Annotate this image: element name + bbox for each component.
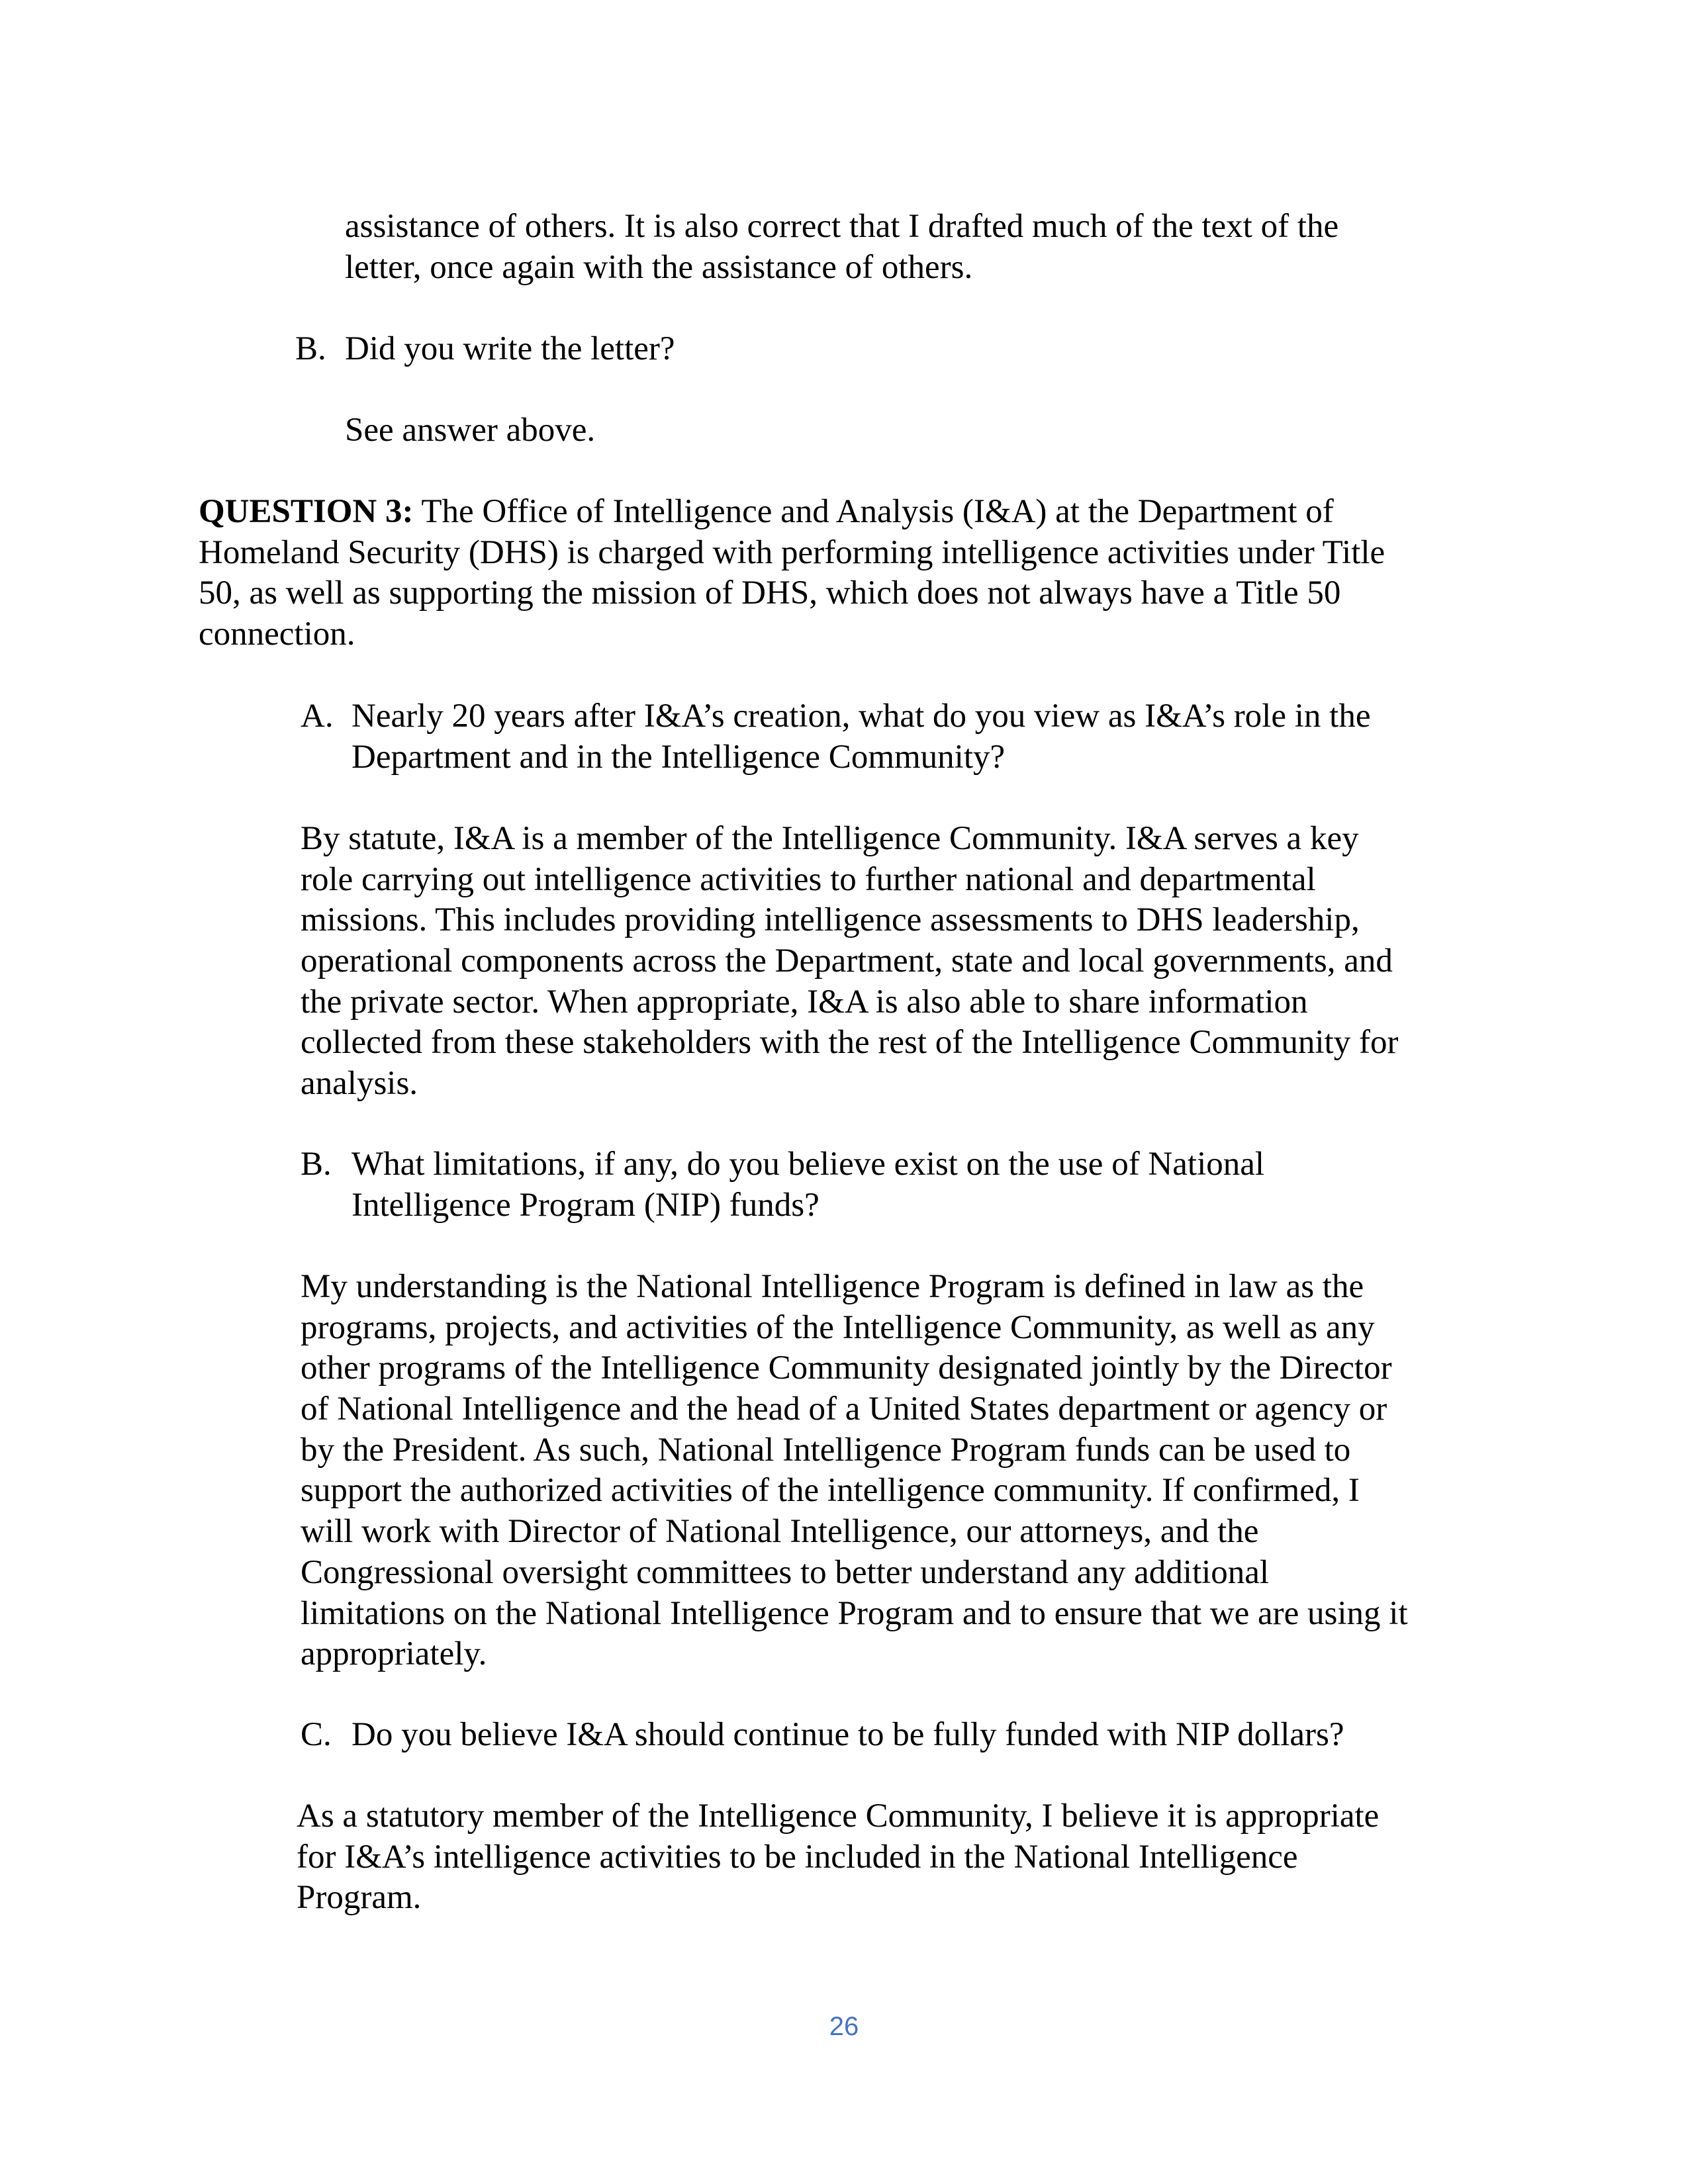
part-c-label: C. [301,1716,332,1753]
text-line: Nearly 20 years after I&A’s creation, what do you view as I&A’s role in the [352,698,1371,735]
part-b-question [352,1144,1264,1226]
text-line: As a statutory member of the Intelligence Community, I believe it is appropriate [297,1797,1380,1835]
text-line: limitations on the National Intelligence Program and to ensure that we are using it [301,1594,1408,1632]
text-line: for I&A’s intelligence activities to be included in the National Intelligence [297,1838,1298,1876]
part-c-question [352,1715,1344,1756]
text-line: programs, projects, and activities of the Intelligence Community, as well as any [301,1308,1375,1346]
text-line: What limitations, if any, do you believe exist on the use of National [352,1146,1265,1183]
page-number: 26 [829,2012,859,2041]
text-line: of National Intelligence and the head of a United States department or agency or [301,1390,1387,1428]
text-line: assistance of others. It is also correct that I drafted much of the text of the [345,208,1339,245]
part-b-answer [301,1267,1408,1675]
text-line: letter, once again with the assistance of others. [345,248,973,286]
part-b-label: B. [301,1146,332,1183]
text-line: missions. This includes providing intelligence assessments to DHS leadership, [301,901,1360,939]
text-line: by the President. As such, National Intelligence Program funds can be used to [301,1431,1351,1469]
part-a-answer [301,819,1398,1105]
text-line: operational components across the Department, state and local governments, and [301,942,1393,980]
text-line: Program. [297,1879,422,1917]
text-line: collected from these stakeholders with the rest of the Intelligence Community for [301,1024,1399,1062]
text-line: connection. [199,615,355,653]
part-a-question [352,696,1370,778]
q2b-label: B. [295,330,326,367]
question-3-text: The Office of Intelligence and Analysis (I&A) at the Department of [413,493,1334,530]
text-line: Homeland Security (DHS) is charged with performing intelligence activities under Title [199,533,1385,571]
text-line: 50, as well as supporting the mission of DHS, which does not always have a Title 50 [199,574,1341,612]
text-line [199,492,1385,533]
text-line: will work with Director of National Intelligence, our attorneys, and the [301,1513,1259,1551]
question-3-paragraph [199,492,1385,655]
q2b-question: Did you write the letter? [345,330,675,367]
text-line: the private sector. When appropriate, I&A is also able to share information [301,983,1308,1021]
text-line: other programs of the Intelligence Community designated jointly by the Director [301,1349,1392,1387]
question-3-heading: QUESTION 3: [199,493,414,530]
q2b-answer: See answer above. [345,412,596,449]
text-line: By statute, I&A is a member of the Intelligence Community. I&A serves a key [301,820,1359,857]
text-line: support the authorized activities of the intelligence community. If confirmed, I [301,1472,1360,1510]
text-line: analysis. [301,1065,418,1103]
part-a-label: A. [301,698,334,735]
part-c-answer [297,1796,1379,1919]
text-line: Congressional oversight committees to better understand any additional [301,1553,1270,1591]
text-line: Do you believe I&A should continue to be fully funded with NIP dollars? [352,1716,1344,1753]
text-line: appropriately. [301,1635,487,1673]
continuation-paragraph [345,206,1338,288]
text-line: Department and in the Intelligence Community? [352,738,1006,776]
text-line: role carrying out intelligence activities to further national and departmental [301,860,1316,898]
text-line: Intelligence Program (NIP) funds? [352,1186,820,1224]
text-line: My understanding is the National Intelligence Program is defined in law as the [301,1268,1364,1305]
